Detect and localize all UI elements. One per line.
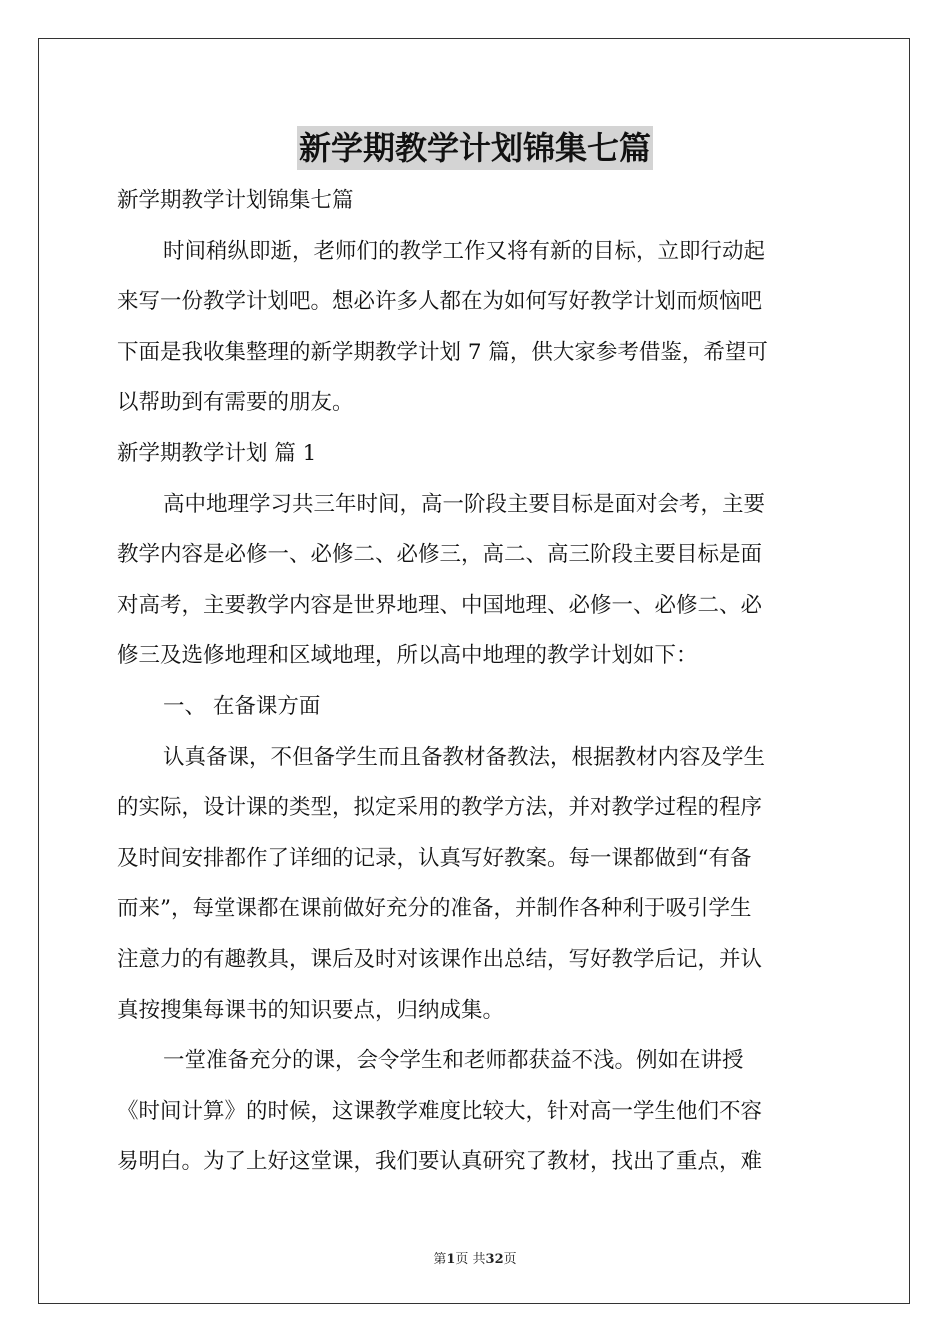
text-line: 下面是我收集整理的新学期教学计划 7 篇，供大家参考借鉴，希望可	[117, 339, 768, 365]
text-line: 注意力的有趣教具，课后及时对该课作出总结，写好教学后记，并认	[117, 946, 763, 972]
text-line: 修三及选修地理和区域地理，所以高中地理的教学计划如下：	[117, 643, 698, 669]
text-line: 而来”，每堂课都在课前做好充分的准备，并制作各种利于吸引学生	[117, 896, 752, 922]
text-line: 教学内容是必修一、必修二、必修三，高二、高三阶段主要目标是面	[117, 542, 763, 568]
text-line: 来写一份教学计划吧。想必许多人都在为如何写好教学计划而烦恼吧	[117, 289, 763, 315]
footer-current-page: 1	[446, 1252, 456, 1267]
document-title: 新学期教学计划锦集七篇	[297, 126, 653, 170]
text-line: 认真备课，不但备学生而且备教材备教法，根据教材内容及学生	[163, 744, 766, 770]
text-line: 高中地理学习共三年时间，高一阶段主要目标是面对会考，主要	[163, 491, 766, 517]
text-line: 时间稍纵即逝，老师们的教学工作又将有新的目标，立即行动起	[163, 238, 766, 264]
text-line: 易明白。为了上好这堂课，我们要认真研究了教材，找出了重点，难	[117, 1149, 763, 1175]
footer-suffix: 页	[503, 1252, 517, 1267]
text-line: 以帮助到有需要的朋友。	[117, 390, 354, 416]
page-footer	[0, 1248, 950, 1267]
title-area	[0, 126, 950, 170]
footer-total-pages: 32	[485, 1252, 504, 1267]
footer-prefix: 第	[433, 1252, 447, 1267]
text-line: 的实际，设计课的类型，拟定采用的教学方法，并对教学过程的程序	[117, 795, 763, 821]
footer-mid: 页 共	[455, 1252, 486, 1267]
text-line: 一、 在备课方面	[163, 693, 321, 719]
text-line: 新学期教学计划 篇 1	[117, 440, 317, 466]
text-line: 新学期教学计划锦集七篇	[117, 188, 354, 213]
document-body	[117, 176, 833, 1188]
text-line: 及时间安排都作了详细的记录，认真写好教案。每一课都做到“有备	[117, 845, 752, 871]
text-line: 真按搜集每课书的知识要点，归纳成集。	[117, 997, 505, 1023]
text-line: 一堂准备充分的课，会令学生和老师都获益不浅。例如在讲授	[163, 1048, 744, 1074]
text-line: 《时间计算》的时候，这课教学难度比较大，针对高一学生他们不容	[117, 1098, 763, 1124]
text-line: 对高考，主要教学内容是世界地理、中国地理、必修一、必修二、必	[117, 592, 763, 618]
